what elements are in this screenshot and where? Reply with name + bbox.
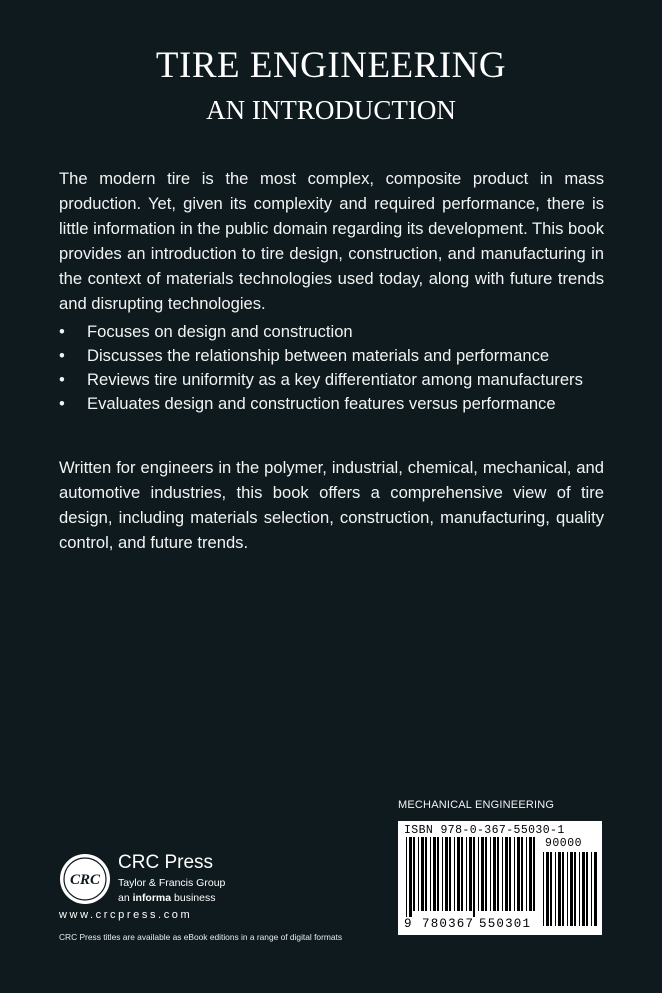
isbn-barcode <box>398 821 602 935</box>
feature-text: Reviews tire uniformity as a key differentiator among manufacturers <box>87 370 583 389</box>
publisher-name: CRC Press <box>118 852 214 873</box>
business-bold: informa <box>132 892 172 904</box>
isbn-label: ISBN 978-0-367-55030-1 <box>404 824 565 837</box>
description-paragraph-1: The modern tire is the most complex, composite product in mass production. Yet, given its complexity and required performance, there is little information in the public domain regarding its development. This book provides an introduction to tire design, construction, and manufacturing in the context of materials technologies used today, along with future trends and disrupting technologies. <box>59 169 604 313</box>
feature-text: Evaluates design and construction features versus performance <box>87 394 556 413</box>
list-item <box>59 392 619 416</box>
price-code: 90000 <box>545 837 583 850</box>
feature-text: Discusses the relationship between materials and performance <box>87 346 550 365</box>
feature-text: Focuses on design and construction <box>87 322 353 341</box>
book-title: TIRE ENGINEERING <box>155 45 507 86</box>
bullet-icon: • <box>59 322 65 341</box>
list-item <box>59 320 619 344</box>
publisher-website-link[interactable]: www.crcpress.com <box>59 909 193 921</box>
business-prefix: an <box>118 892 133 904</box>
bullet-icon: • <box>59 346 65 365</box>
isbn-digit-lead: 9 <box>404 917 412 931</box>
publisher-group: Taylor & Francis Group <box>118 877 226 889</box>
list-item <box>59 368 619 392</box>
crc-logo-icon <box>59 853 111 905</box>
isbn-digit-group-2: 550301 <box>479 917 532 931</box>
list-item <box>59 344 619 368</box>
addon-barcode-bars <box>543 852 597 932</box>
publisher-business-line <box>118 892 215 904</box>
feature-list <box>59 320 619 416</box>
description-paragraph-2: Written for engineers in the polymer, industrial, chemical, mechanical, and automotive industries, this book offers a comprehensive view of tire design, including materials selection, construction, manufacturing, quality control, and future trends. <box>59 458 604 552</box>
business-suffix: business <box>171 892 216 904</box>
barcode-bars <box>406 837 540 917</box>
ebook-note: CRC Press titles are available as eBook editions in a range of digital formats <box>59 932 343 942</box>
book-subtitle: AN INTRODUCTION <box>206 95 456 125</box>
bullet-icon: • <box>59 394 65 413</box>
subject-category: MECHANICAL ENGINEERING <box>398 799 555 811</box>
logo-text: CRC <box>69 872 101 888</box>
bullet-icon: • <box>59 370 65 389</box>
isbn-digit-group-1: 780367 <box>422 917 475 931</box>
